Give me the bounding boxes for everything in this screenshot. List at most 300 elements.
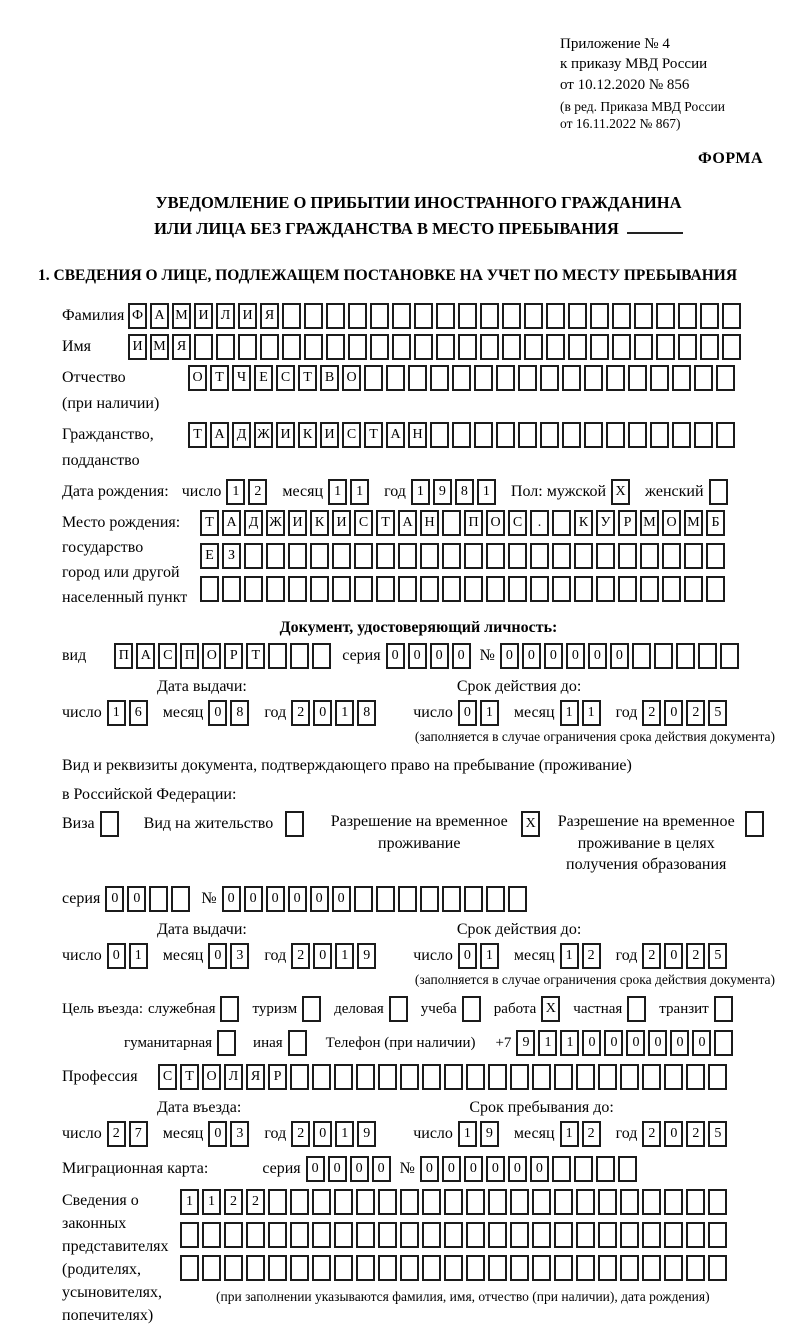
form-cell[interactable] (194, 334, 213, 360)
form-cell[interactable] (282, 303, 301, 329)
form-cell[interactable]: 1 (560, 943, 579, 969)
form-cell[interactable] (642, 1189, 661, 1215)
form-cell[interactable] (442, 886, 461, 912)
form-cell[interactable]: 0 (105, 886, 124, 912)
form-cell[interactable] (246, 1222, 265, 1248)
form-cell[interactable]: 0 (458, 943, 477, 969)
form-cell[interactable] (430, 365, 449, 391)
form-cell[interactable]: 0 (372, 1156, 391, 1182)
form-cell[interactable] (684, 543, 703, 569)
form-cell[interactable] (268, 1222, 287, 1248)
form-cell[interactable]: Ж (254, 422, 273, 448)
form-cell[interactable] (598, 1064, 617, 1090)
form-cell[interactable]: О (662, 510, 681, 536)
form-cell[interactable] (474, 365, 493, 391)
form-cell[interactable] (304, 303, 323, 329)
form-cell[interactable] (686, 1189, 705, 1215)
form-cell[interactable]: 1 (477, 479, 496, 505)
form-cell[interactable]: 0 (208, 1121, 227, 1147)
form-cell[interactable] (354, 576, 373, 602)
form-cell[interactable] (458, 334, 477, 360)
form-cell[interactable] (698, 643, 717, 669)
form-cell[interactable] (709, 479, 728, 505)
form-cell[interactable]: 0 (670, 1030, 689, 1056)
form-cell[interactable]: Р (268, 1064, 287, 1090)
form-cell[interactable] (285, 811, 304, 837)
form-cell[interactable] (216, 334, 235, 360)
form-cell[interactable] (400, 1222, 419, 1248)
form-cell[interactable] (444, 1189, 463, 1215)
form-cell[interactable] (171, 886, 190, 912)
form-cell[interactable]: 2 (246, 1189, 265, 1215)
form-cell[interactable]: 9 (357, 1121, 376, 1147)
form-cell[interactable] (662, 543, 681, 569)
form-cell[interactable] (422, 1222, 441, 1248)
form-cell[interactable] (290, 643, 309, 669)
form-cell[interactable] (596, 543, 615, 569)
form-cell[interactable]: А (222, 510, 241, 536)
form-cell[interactable]: 7 (129, 1121, 148, 1147)
form-cell[interactable]: 0 (288, 886, 307, 912)
form-cell[interactable]: 5 (708, 700, 727, 726)
form-cell[interactable]: Я (172, 334, 191, 360)
form-cell[interactable] (576, 1222, 595, 1248)
form-cell[interactable]: 9 (480, 1121, 499, 1147)
form-cell[interactable] (334, 1189, 353, 1215)
form-cell[interactable]: О (202, 1064, 221, 1090)
form-cell[interactable] (392, 334, 411, 360)
form-cell[interactable] (486, 576, 505, 602)
form-cell[interactable]: 0 (222, 886, 241, 912)
form-cell[interactable]: Р (618, 510, 637, 536)
form-cell[interactable]: 0 (420, 1156, 439, 1182)
form-cell[interactable] (496, 422, 515, 448)
form-cell[interactable]: 0 (442, 1156, 461, 1182)
form-cell[interactable] (464, 576, 483, 602)
form-cell[interactable] (348, 334, 367, 360)
form-cell[interactable]: С (354, 510, 373, 536)
form-cell[interactable] (584, 365, 603, 391)
form-cell[interactable]: 1 (350, 479, 369, 505)
form-cell[interactable]: М (150, 334, 169, 360)
form-cell[interactable] (488, 1189, 507, 1215)
form-cell[interactable] (508, 543, 527, 569)
form-cell[interactable] (282, 334, 301, 360)
form-cell[interactable] (620, 1255, 639, 1281)
form-cell[interactable] (442, 510, 461, 536)
form-cell[interactable] (540, 365, 559, 391)
form-cell[interactable] (524, 303, 543, 329)
form-cell[interactable]: 0 (313, 700, 332, 726)
form-cell[interactable] (348, 303, 367, 329)
form-cell[interactable] (364, 365, 383, 391)
form-cell[interactable]: 1 (226, 479, 245, 505)
form-cell[interactable]: 0 (313, 1121, 332, 1147)
form-cell[interactable] (714, 1030, 733, 1056)
form-cell[interactable] (290, 1189, 309, 1215)
form-cell[interactable] (378, 1255, 397, 1281)
form-cell[interactable]: 8 (230, 700, 249, 726)
form-cell[interactable] (334, 1255, 353, 1281)
form-cell[interactable]: 2 (642, 1121, 661, 1147)
form-cell[interactable] (246, 1255, 265, 1281)
form-cell[interactable]: С (508, 510, 527, 536)
form-cell[interactable] (290, 1255, 309, 1281)
form-cell[interactable]: 0 (464, 1156, 483, 1182)
form-cell[interactable]: А (386, 422, 405, 448)
form-cell[interactable]: 1 (480, 943, 499, 969)
form-cell[interactable]: 1 (335, 1121, 354, 1147)
form-cell[interactable] (678, 334, 697, 360)
form-cell[interactable]: 5 (708, 943, 727, 969)
form-cell[interactable]: А (210, 422, 229, 448)
form-cell[interactable] (310, 543, 329, 569)
form-cell[interactable]: 3 (230, 943, 249, 969)
form-cell[interactable] (706, 543, 725, 569)
form-cell[interactable] (618, 576, 637, 602)
form-cell[interactable]: 0 (408, 643, 427, 669)
form-cell[interactable]: 0 (486, 1156, 505, 1182)
form-cell[interactable] (708, 1064, 727, 1090)
form-cell[interactable] (224, 1222, 243, 1248)
form-cell[interactable]: К (298, 422, 317, 448)
form-cell[interactable]: 1 (335, 700, 354, 726)
form-cell[interactable] (642, 1255, 661, 1281)
form-cell[interactable] (627, 996, 646, 1022)
form-cell[interactable]: Е (254, 365, 273, 391)
form-cell[interactable] (442, 543, 461, 569)
form-cell[interactable]: 0 (664, 943, 683, 969)
form-cell[interactable]: 0 (310, 886, 329, 912)
form-cell[interactable] (510, 1189, 529, 1215)
form-cell[interactable]: Т (188, 422, 207, 448)
form-cell[interactable] (722, 334, 741, 360)
form-cell[interactable] (378, 1064, 397, 1090)
form-cell[interactable] (378, 1189, 397, 1215)
form-cell[interactable]: М (172, 303, 191, 329)
form-cell[interactable] (288, 576, 307, 602)
form-cell[interactable]: О (342, 365, 361, 391)
form-cell[interactable]: 1 (180, 1189, 199, 1215)
form-cell[interactable] (442, 576, 461, 602)
form-cell[interactable] (568, 303, 587, 329)
form-cell[interactable] (222, 576, 241, 602)
form-cell[interactable]: 0 (306, 1156, 325, 1182)
form-cell[interactable]: Я (260, 303, 279, 329)
form-cell[interactable]: Д (244, 510, 263, 536)
form-cell[interactable] (268, 643, 287, 669)
form-cell[interactable] (590, 303, 609, 329)
form-cell[interactable]: О (486, 510, 505, 536)
form-cell[interactable] (356, 1222, 375, 1248)
form-cell[interactable] (676, 643, 695, 669)
form-cell[interactable] (266, 543, 285, 569)
form-cell[interactable]: А (150, 303, 169, 329)
form-cell[interactable] (574, 543, 593, 569)
form-cell[interactable] (408, 365, 427, 391)
form-cell[interactable] (532, 1222, 551, 1248)
form-cell[interactable] (518, 365, 537, 391)
form-cell[interactable]: 0 (127, 886, 146, 912)
form-cell[interactable]: 0 (313, 943, 332, 969)
form-cell[interactable] (444, 1222, 463, 1248)
form-cell[interactable]: 1 (129, 943, 148, 969)
form-cell[interactable]: Ф (128, 303, 147, 329)
form-cell[interactable]: Т (210, 365, 229, 391)
form-cell[interactable] (326, 303, 345, 329)
form-cell[interactable] (612, 334, 631, 360)
form-cell[interactable]: 0 (664, 1121, 683, 1147)
form-cell[interactable] (502, 334, 521, 360)
form-cell[interactable] (650, 365, 669, 391)
form-cell[interactable] (708, 1222, 727, 1248)
form-cell[interactable] (650, 422, 669, 448)
form-cell[interactable] (590, 334, 609, 360)
form-cell[interactable]: 1 (480, 700, 499, 726)
form-cell[interactable]: И (320, 422, 339, 448)
form-cell[interactable]: 0 (544, 643, 563, 669)
form-cell[interactable]: С (158, 643, 177, 669)
form-cell[interactable] (708, 1189, 727, 1215)
form-cell[interactable]: 0 (692, 1030, 711, 1056)
form-cell[interactable] (180, 1255, 199, 1281)
form-cell[interactable] (656, 303, 675, 329)
form-cell[interactable] (576, 1255, 595, 1281)
form-cell[interactable] (334, 1064, 353, 1090)
form-cell[interactable] (606, 422, 625, 448)
form-cell[interactable] (576, 1064, 595, 1090)
form-cell[interactable] (312, 1222, 331, 1248)
form-cell[interactable]: Т (180, 1064, 199, 1090)
form-cell[interactable] (414, 303, 433, 329)
form-cell[interactable] (540, 422, 559, 448)
form-cell[interactable]: 0 (522, 643, 541, 669)
form-cell[interactable] (510, 1222, 529, 1248)
form-cell[interactable] (552, 576, 571, 602)
form-cell[interactable]: 0 (266, 886, 285, 912)
form-cell[interactable] (422, 1064, 441, 1090)
form-cell[interactable] (554, 1255, 573, 1281)
form-cell[interactable] (452, 422, 471, 448)
form-cell[interactable]: 1 (107, 700, 126, 726)
form-cell[interactable] (554, 1222, 573, 1248)
form-cell[interactable]: 1 (335, 943, 354, 969)
form-cell[interactable] (486, 543, 505, 569)
form-cell[interactable] (664, 1222, 683, 1248)
form-cell[interactable] (598, 1189, 617, 1215)
form-cell[interactable]: И (288, 510, 307, 536)
form-cell[interactable]: 9 (433, 479, 452, 505)
form-cell[interactable] (532, 1189, 551, 1215)
form-cell[interactable]: 1 (582, 700, 601, 726)
form-cell[interactable] (310, 576, 329, 602)
form-cell[interactable] (354, 886, 373, 912)
form-cell[interactable]: X (611, 479, 630, 505)
form-cell[interactable] (620, 1222, 639, 1248)
form-cell[interactable]: Д (232, 422, 251, 448)
form-cell[interactable] (510, 1255, 529, 1281)
form-cell[interactable]: К (574, 510, 593, 536)
form-cell[interactable] (532, 1255, 551, 1281)
form-cell[interactable]: 9 (357, 943, 376, 969)
form-cell[interactable]: 0 (430, 643, 449, 669)
form-cell[interactable] (546, 334, 565, 360)
form-cell[interactable] (530, 543, 549, 569)
form-cell[interactable] (312, 1064, 331, 1090)
form-cell[interactable] (202, 1222, 221, 1248)
form-cell[interactable] (376, 576, 395, 602)
form-cell[interactable] (488, 1255, 507, 1281)
form-cell[interactable] (436, 303, 455, 329)
form-cell[interactable]: И (194, 303, 213, 329)
form-cell[interactable]: X (541, 996, 560, 1022)
form-cell[interactable] (180, 1222, 199, 1248)
form-cell[interactable] (642, 1222, 661, 1248)
form-cell[interactable] (464, 543, 483, 569)
form-cell[interactable] (700, 334, 719, 360)
form-cell[interactable]: Л (224, 1064, 243, 1090)
form-cell[interactable] (244, 576, 263, 602)
form-cell[interactable] (354, 543, 373, 569)
form-cell[interactable] (422, 1189, 441, 1215)
form-cell[interactable] (458, 303, 477, 329)
form-cell[interactable] (530, 576, 549, 602)
form-cell[interactable]: 0 (328, 1156, 347, 1182)
form-cell[interactable]: О (202, 643, 221, 669)
form-cell[interactable]: 2 (686, 943, 705, 969)
form-cell[interactable]: 1 (560, 1030, 579, 1056)
form-cell[interactable]: 8 (357, 700, 376, 726)
form-cell[interactable]: 5 (708, 1121, 727, 1147)
form-cell[interactable]: Т (246, 643, 265, 669)
form-cell[interactable]: 2 (291, 700, 310, 726)
form-cell[interactable]: П (114, 643, 133, 669)
form-cell[interactable]: 2 (582, 943, 601, 969)
form-cell[interactable] (524, 334, 543, 360)
form-cell[interactable] (716, 365, 735, 391)
form-cell[interactable] (420, 886, 439, 912)
form-cell[interactable]: 0 (582, 1030, 601, 1056)
form-cell[interactable] (389, 996, 408, 1022)
form-cell[interactable] (606, 365, 625, 391)
form-cell[interactable] (574, 1156, 593, 1182)
form-cell[interactable]: 1 (328, 479, 347, 505)
form-cell[interactable] (532, 1064, 551, 1090)
form-cell[interactable] (202, 1255, 221, 1281)
form-cell[interactable] (714, 996, 733, 1022)
form-cell[interactable] (618, 543, 637, 569)
form-cell[interactable]: Р (224, 643, 243, 669)
form-cell[interactable]: 0 (626, 1030, 645, 1056)
form-cell[interactable]: 0 (588, 643, 607, 669)
form-cell[interactable]: В (320, 365, 339, 391)
form-cell[interactable] (462, 996, 481, 1022)
form-cell[interactable] (378, 1222, 397, 1248)
form-cell[interactable] (598, 1255, 617, 1281)
form-cell[interactable] (376, 886, 395, 912)
form-cell[interactable]: 1 (538, 1030, 557, 1056)
form-cell[interactable] (244, 543, 263, 569)
form-cell[interactable]: 0 (508, 1156, 527, 1182)
form-cell[interactable]: И (332, 510, 351, 536)
form-cell[interactable] (584, 422, 603, 448)
form-cell[interactable] (414, 334, 433, 360)
form-cell[interactable] (302, 996, 321, 1022)
form-cell[interactable] (510, 1064, 529, 1090)
form-cell[interactable] (518, 422, 537, 448)
form-cell[interactable]: 9 (516, 1030, 535, 1056)
form-cell[interactable] (488, 1064, 507, 1090)
form-cell[interactable]: . (530, 510, 549, 536)
form-cell[interactable] (452, 365, 471, 391)
form-cell[interactable] (552, 543, 571, 569)
form-cell[interactable]: 2 (224, 1189, 243, 1215)
form-cell[interactable]: 0 (648, 1030, 667, 1056)
form-cell[interactable] (398, 576, 417, 602)
form-cell[interactable] (596, 576, 615, 602)
form-cell[interactable]: 2 (686, 1121, 705, 1147)
form-cell[interactable] (430, 422, 449, 448)
form-cell[interactable] (422, 1255, 441, 1281)
form-cell[interactable] (480, 334, 499, 360)
form-cell[interactable] (634, 334, 653, 360)
form-cell[interactable] (466, 1189, 485, 1215)
form-cell[interactable] (466, 1255, 485, 1281)
form-cell[interactable] (620, 1189, 639, 1215)
form-cell[interactable] (662, 576, 681, 602)
form-cell[interactable] (596, 1156, 615, 1182)
form-cell[interactable] (634, 303, 653, 329)
form-cell[interactable] (398, 886, 417, 912)
form-cell[interactable]: С (342, 422, 361, 448)
form-cell[interactable] (598, 1222, 617, 1248)
form-cell[interactable] (672, 365, 691, 391)
form-cell[interactable]: 0 (500, 643, 519, 669)
form-cell[interactable] (672, 422, 691, 448)
form-cell[interactable] (420, 576, 439, 602)
form-cell[interactable] (552, 1156, 571, 1182)
form-cell[interactable]: 1 (560, 700, 579, 726)
form-cell[interactable] (290, 1222, 309, 1248)
form-cell[interactable]: 0 (566, 643, 585, 669)
form-cell[interactable] (398, 543, 417, 569)
form-cell[interactable]: Т (200, 510, 219, 536)
form-cell[interactable] (480, 303, 499, 329)
form-cell[interactable]: О (188, 365, 207, 391)
form-cell[interactable] (386, 365, 405, 391)
form-cell[interactable] (656, 334, 675, 360)
form-cell[interactable] (708, 1255, 727, 1281)
form-cell[interactable] (370, 303, 389, 329)
form-cell[interactable] (496, 365, 515, 391)
form-cell[interactable]: 0 (604, 1030, 623, 1056)
form-cell[interactable] (628, 422, 647, 448)
form-cell[interactable]: Я (246, 1064, 265, 1090)
form-cell[interactable]: У (596, 510, 615, 536)
form-cell[interactable] (312, 1255, 331, 1281)
form-cell[interactable] (334, 1222, 353, 1248)
form-cell[interactable] (546, 303, 565, 329)
form-cell[interactable] (200, 576, 219, 602)
form-cell[interactable] (376, 543, 395, 569)
form-cell[interactable] (486, 886, 505, 912)
form-cell[interactable] (686, 1064, 705, 1090)
form-cell[interactable] (620, 1064, 639, 1090)
form-cell[interactable]: П (464, 510, 483, 536)
form-cell[interactable] (356, 1064, 375, 1090)
form-cell[interactable] (466, 1064, 485, 1090)
form-cell[interactable] (217, 1030, 236, 1056)
